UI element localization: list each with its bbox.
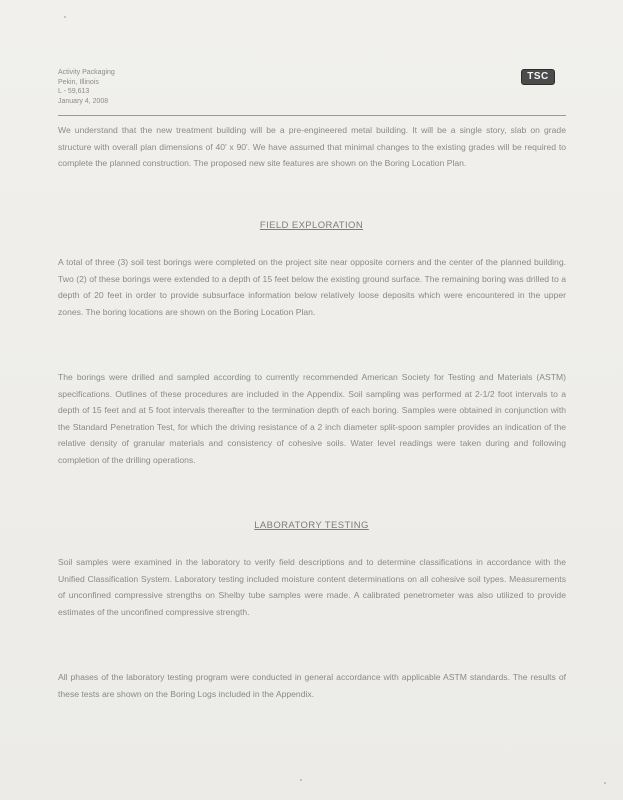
intro-paragraph: We understand that the new treatment building will be a pre-engineered metal building. It will be a single story, slab on grade structure with overall plan dimensions of 40' x 90'. We have assumed that minimal changes to the existing grades will be required to complete the planned construction. The proposed new site features are shown on the Boring Location Plan. <box>58 125 566 169</box>
field-exploration-paragraph-2: The borings were drilled and sampled according to currently recommended American Society for Testing and Materials (ASTM) specifications. Outlines of these procedures are included in the Appendix. Soil sampling was performed at 2-1/2 foot intervals to a depth of 15 feet and at 5 foot intervals thereafter to the termination depth of each boring. Samples were obtained in conjunction with the Standard Penetration Test, for which the driving resistance of a 2 inch diameter split-spoon sampler provides an indication of the relative density of granular materials and consistency of cohesive soils. Water level readings were taken during and following completion of the drilling operations. <box>58 372 566 465</box>
laboratory-testing-heading-text: LABORATORY TESTING <box>254 520 369 531</box>
header-client-line: Activity Packaging <box>58 69 115 76</box>
company-logo: TSC <box>521 69 555 85</box>
header-location-line: Pekin, Illinois <box>58 78 99 86</box>
scan-speck <box>300 779 302 781</box>
header-date: January 4, 2008 <box>58 97 109 105</box>
scan-speck <box>64 16 66 18</box>
letter-header <box>58 68 115 106</box>
laboratory-testing-heading <box>0 520 623 531</box>
header-divider <box>58 115 566 116</box>
field-exploration-heading-text: FIELD EXPLORATION <box>259 220 364 231</box>
field-exploration-paragraph-1: A total of three (3) soil test borings were completed on the project site near opposite corners and the center of the planned building. Two (2) of these borings were extended to a depth of 15 feet below the existing ground surface. The remaining boring was drilled to a depth of 20 feet in order to provide subsurface information below relatively loose deposits which were encountered in the upper zones. The boring locations are shown on the Boring Location Plan. <box>58 257 566 317</box>
scan-speck <box>604 782 606 784</box>
header-project-number: L - 59,613 <box>58 88 90 95</box>
laboratory-testing-paragraph-2: All phases of the laboratory testing program were conducted in general accordance with applicable ASTM standards. The results of these tests are shown on the Boring Logs included in the Appendix. <box>58 672 566 699</box>
field-exploration-heading <box>0 220 623 231</box>
laboratory-testing-paragraph-1: Soil samples were examined in the laboratory to verify field descriptions and to determine classifications in accordance with the Unified Classification System. Laboratory testing included moisture content determinations on all cohesive soil types. Measurements of unconfined compressive strengths on Shelby tube samples were made. A calibrated penetrometer was also utilized to provide estimates of the unconfined compressive strength. <box>58 557 566 617</box>
